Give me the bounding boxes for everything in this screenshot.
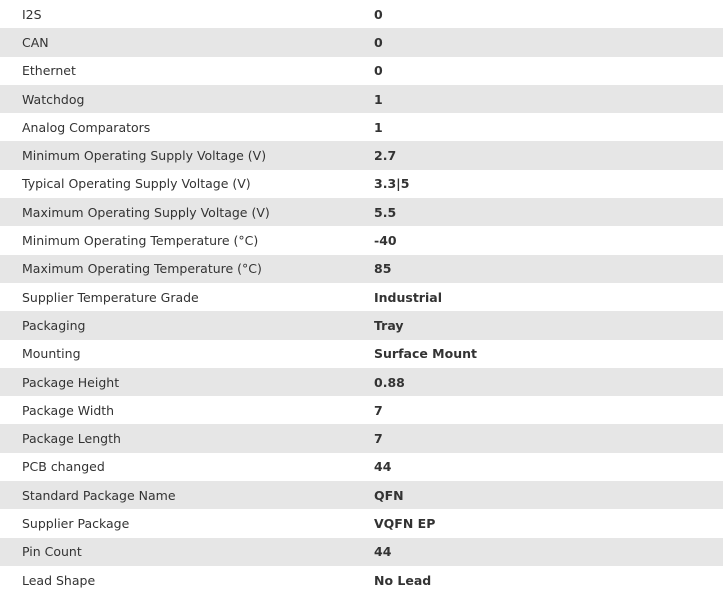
spec-value: 7 xyxy=(374,424,723,452)
spec-value: Tray xyxy=(374,311,723,339)
spec-label: Pin Count xyxy=(0,538,374,566)
spec-label: Watchdog xyxy=(0,85,374,113)
spec-value: -40 xyxy=(374,233,397,249)
table-row xyxy=(0,311,723,339)
spec-label: Maximum Operating Temperature (°C) xyxy=(0,255,374,283)
spec-label: Maximum Operating Supply Voltage (V) xyxy=(0,198,374,226)
spec-value: 0 xyxy=(374,63,383,79)
spec-label: PCB changed xyxy=(22,459,105,475)
table-row xyxy=(0,0,723,28)
spec-label: Package Height xyxy=(0,368,374,396)
spec-value: 1 xyxy=(374,119,383,135)
spec-value: 7 xyxy=(374,402,383,418)
spec-label: CAN xyxy=(0,28,374,56)
table-row xyxy=(0,283,723,311)
table-row xyxy=(0,453,723,481)
table-row xyxy=(0,28,723,56)
table-row xyxy=(0,396,723,424)
table-row xyxy=(0,566,723,594)
table-row xyxy=(0,481,723,509)
table-row xyxy=(0,340,723,368)
table-row xyxy=(0,509,723,537)
table-row xyxy=(0,170,723,198)
spec-value: Industrial xyxy=(374,289,442,305)
spec-label: Supplier Temperature Grade xyxy=(22,289,199,305)
spec-value: 3.3|5 xyxy=(374,176,410,192)
spec-label: Typical Operating Supply Voltage (V) xyxy=(22,176,251,192)
table-row xyxy=(0,368,723,396)
table-row xyxy=(0,538,723,566)
spec-label: Package Width xyxy=(22,402,115,418)
spec-value: 0 xyxy=(374,6,383,22)
spec-label: Minimum Operating Supply Voltage (V) xyxy=(0,141,374,169)
spec-value: 85 xyxy=(374,255,723,283)
table-row xyxy=(0,226,723,254)
spec-label: I2S xyxy=(22,6,42,22)
spec-label: Analog Comparators xyxy=(22,119,151,135)
table-row xyxy=(0,141,723,169)
spec-value: 0 xyxy=(374,28,723,56)
spec-label: Mounting xyxy=(22,346,81,362)
table-row xyxy=(0,57,723,85)
table-row xyxy=(0,198,723,226)
table-row xyxy=(0,85,723,113)
spec-value: QFN xyxy=(374,481,723,509)
spec-value: 1 xyxy=(374,85,723,113)
spec-label: Minimum Operating Temperature (°C) xyxy=(22,233,259,249)
table-row xyxy=(0,113,723,141)
spec-label: Supplier Package xyxy=(22,515,130,531)
table-row xyxy=(0,424,723,452)
spec-value: 44 xyxy=(374,538,723,566)
spec-value: No Lead xyxy=(374,572,432,588)
spec-label: Standard Package Name xyxy=(0,481,374,509)
table-row xyxy=(0,255,723,283)
spec-label: Ethernet xyxy=(22,63,76,79)
spec-label: Package Length xyxy=(0,424,374,452)
spec-label: Packaging xyxy=(0,311,374,339)
spec-value: Surface Mount xyxy=(374,346,477,362)
spec-value: VQFN EP xyxy=(374,515,436,531)
spec-label: Lead Shape xyxy=(22,572,96,588)
spec-value: 5.5 xyxy=(374,198,723,226)
spec-value: 2.7 xyxy=(374,141,723,169)
spec-value: 44 xyxy=(374,459,392,475)
spec-value: 0.88 xyxy=(374,368,723,396)
